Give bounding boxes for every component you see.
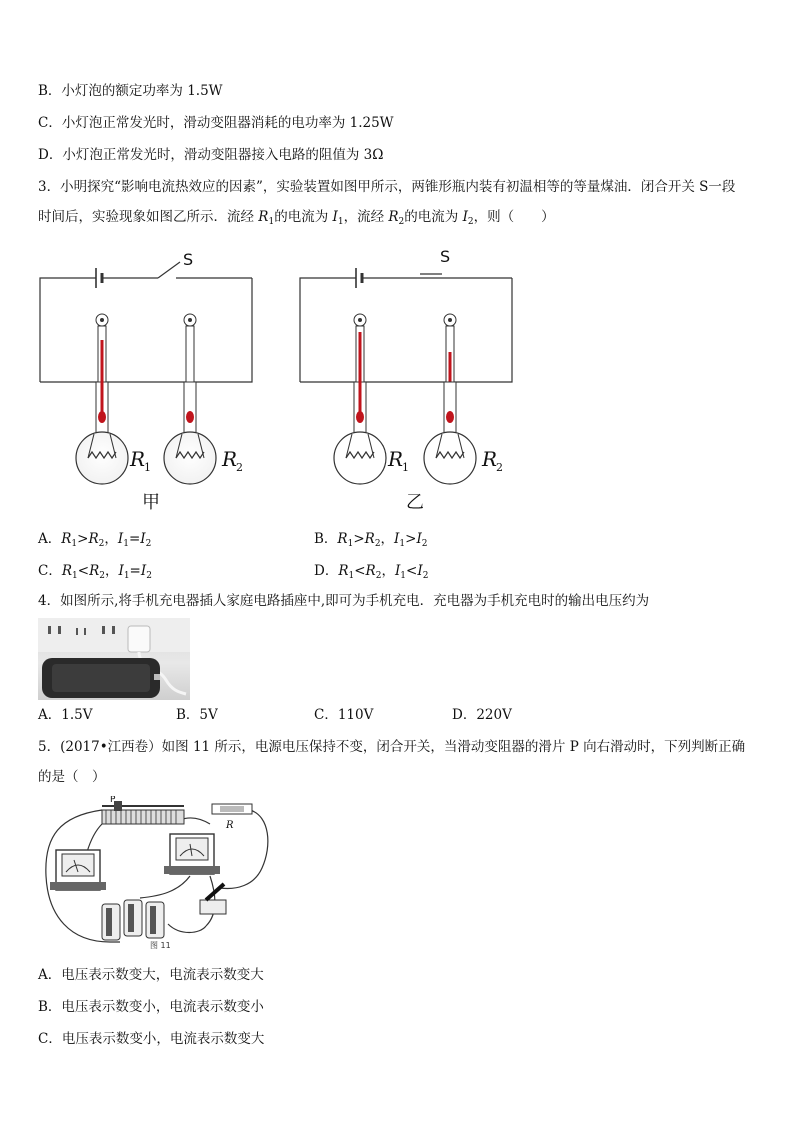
q3-stem-part-d: 的电流为 — [404, 209, 463, 225]
q3-stem-part-a: 时间后，实验现象如图乙所示．流经 — [38, 209, 259, 225]
q2-option-b: B．小灯泡的额定功率为 1.5W — [38, 83, 223, 99]
voltmeter — [50, 850, 106, 890]
flask-r2 — [424, 314, 476, 484]
q3-stem-part-b: 的电流为 — [274, 209, 333, 225]
q5-option-c: C．电压表示数变小，电流表示数变大 — [38, 1031, 265, 1047]
figure-caption: 乙 — [406, 492, 424, 513]
figure-caption: 图 11 — [150, 941, 171, 950]
figure-caption: 甲 — [142, 492, 160, 513]
q3-stem-line2: 时间后，实验现象如图乙所示．流经 $R_1$的电流为 $I_1$，流经 $R_2$的电流为 $I_2$，则（ ） — [38, 209, 555, 227]
flask-r2 — [164, 314, 216, 484]
flask-r1 — [334, 314, 386, 484]
q4-stem: 4．如图所示,将手机充电器插人家庭电路插座中,即可为手机充电．充电器为手机充电时的输出电压约为 — [38, 593, 650, 609]
slider-label: P — [110, 796, 116, 805]
q4-option-b: B．5V — [176, 707, 218, 723]
resistor-label: R — [226, 820, 234, 831]
switch-label: S — [440, 247, 451, 266]
r2-label: R — [482, 447, 498, 471]
phone-charging-photo — [38, 618, 190, 700]
q3-option-b: B．$R_1>R_2$，$I_1>I_2$ — [314, 531, 428, 549]
r2-label: R — [222, 447, 238, 471]
q3-option-d: D．$R_1<R_2$，$I_1<I_2$ — [314, 563, 429, 581]
q5-option-a: A．电压表示数变大，电流表示数变大 — [38, 967, 264, 983]
q3-stem-line1: 3．小明探究“影响电流热效应的因素”，实验装置如图甲所示，两锥形瓶内装有初温相等的等量煤油．闭合开关 S一段 — [38, 179, 736, 195]
q5-stem-line1: 5．(2017•江西卷）如图 11 所示，电源电压保持不变，闭合开关，当滑动变阻器的滑片 P 向右滑动时，下列判断正确 — [38, 739, 746, 755]
q4-option-d: D．220V — [452, 707, 512, 723]
q4-option-a: A．1.5V — [38, 707, 93, 723]
q3-stem-part-e: ，则（ ） — [473, 209, 555, 225]
ammeter — [164, 834, 220, 874]
q2-option-c: C．小灯泡正常发光时，滑动变阻器消耗的电功率为 1.25W — [38, 115, 394, 131]
q3-figure-yi — [290, 240, 530, 520]
r1-subscript: 1 — [144, 461, 151, 474]
r1-subscript: 1 — [402, 461, 409, 474]
r1-label: R — [388, 447, 404, 471]
r2-subscript: 2 — [236, 461, 243, 474]
switch-label: S — [183, 250, 194, 269]
flask-r1 — [76, 314, 128, 484]
q4-option-c: C．110V — [314, 707, 374, 723]
q3-option-a: A．$R_1>R_2$，$I_1=I_2$ — [38, 531, 152, 549]
q3-stem-part-c: ，流经 — [343, 209, 389, 225]
q5-circuit-figure — [40, 796, 280, 952]
batteries — [102, 900, 164, 940]
r2-subscript: 2 — [496, 461, 503, 474]
q5-option-b: B．电压表示数变小，电流表示数变小 — [38, 999, 264, 1015]
q2-option-d: D．小灯泡正常发光时，滑动变阻器接入电路的阻值为 3Ω — [38, 147, 384, 163]
r1-label: R — [130, 447, 146, 471]
q3-figure-jia — [30, 240, 270, 520]
q3-option-c: C．$R_1<R_2$，$I_1=I_2$ — [38, 563, 152, 581]
q5-stem-line2: 的是（ ） — [38, 769, 106, 785]
